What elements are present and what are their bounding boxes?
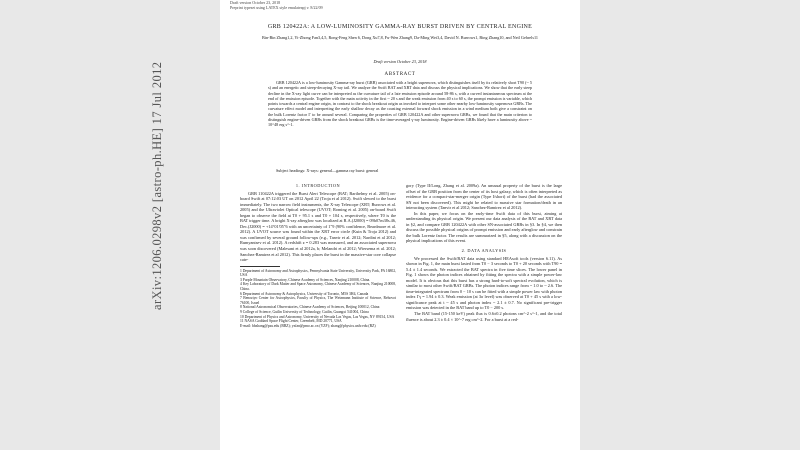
data-analysis-heading: 2. DATA ANALYSIS	[461, 248, 507, 254]
data-analysis-paragraph-2: The BAT band (15-150 keV) peak flux is 0.6±0.2 photons cm^-2 s^-1, and the total fluence is about 2.3 ± 0.4 × 10^-7 erg cm^-2. For a burst at a red-	[406, 311, 562, 322]
footnote-email: E-mail: bbzhang@psu.edu (BBZ); yzfan@pmo.ac.cn (YZF); zhang@physics.unlv.edu (BZ)	[240, 323, 376, 328]
right-column	[406, 183, 562, 322]
footnote: 4 Key Laboratory of Dark Matter and Space Astronomy, Chinese Academy of Sciences, Nanjing 210008, China.	[240, 282, 396, 292]
preprint-header	[230, 0, 323, 10]
introduction-continued: gory (Type II/Long, Zhang et al. 2009a). An unusual property of the burst is the large offset of the GRB position from the center of its host galaxy, which is often interpreted as evidence for a compact-star-merger origin (Type I/short) of the burst (had the associated SN not been discovered). This might be related to massive star formation/death in an interacting system (Tanvir et al 2012; Sanchez-Ramirez et al 2012).	[406, 183, 562, 211]
footnote: 11 NASA Goddard Space Flight Center, Greenbelt, MD 20771, USA	[240, 319, 342, 324]
draft-version: Draft version October 23, 2018	[373, 59, 427, 64]
abstract-heading: ABSTRACT	[384, 72, 416, 77]
introduction-paragraph-2: In this paper, we focus on the early-time Swift data of this burst, aiming at understanding its physical origin. We present our data analysis of the BAT and XRT data in §2, and compare GRB 120422A with other SN-associated GRBs in §3. In §4, we then discuss the possible physical origins of prompt emission and early afterglow and constrain the bulk Lorentz factor. The results are summarized in §5, along with a discussion on the physical implications of this event.	[406, 210, 562, 244]
footnote: 8 National Astronomical Observatories, Chinese Academy of Sciences, Beijing 100012, China	[240, 305, 380, 310]
data-analysis-paragraph-1: We processed the Swift/BAT data using standard HEAsoft tools (version 6.11). As shown in Fig. 1, the main burst lasted from T0 − 3 seconds to T0 + 20 seconds with T90 = 5.4 ± 1.4 seconds. We extracted the BAT spectra in five time slices. The lower panel in Fig. 1 shows the photon indices obtained by fitting the spectra with a simple power-law model. It is obvious that this burst has a strong hard-to-soft spectral evolution, which is similar to most other Swift/BAT GRBs. The photon indices range from ~ 1.0 to ~ 2.6. The time-integrated spectrum from 0 − 10 s can be fitted with a simple power law with photon index Γγ = 1.94 ± 0.3. Weak emission (at 3σ level) was observed at T0 + 45 s with a low-significance peak at t ~ 45 s and photon index ~ 2.1 ± 0.7. No significant pre-trigger emission was detected in the BAT band up to T0 − 200 s.	[406, 255, 562, 311]
footnote: 10 Department of Physics and Astronomy, University of Nevada Las Vegas, Las Vegas, NV 89154, USA	[240, 314, 395, 319]
footnote: 6 Department of Astronomy & Astrophysics, University of Toronto, M5S 3H4, Canada	[240, 291, 369, 296]
subject-headings: Subject headings: X-rays: general—gamma ray burst: general	[276, 168, 379, 173]
paper-page	[220, 0, 580, 450]
draft-line: Draft version October 23, 2018	[230, 0, 281, 5]
abstract-text: GRB 120422A is a low-luminosity Gamma-ray burst (GRB) associated with a bright supernova, which distinguishes itself by its relatively short T90 (~ 5 s) and an energetic and steep-decaying X-ray tail. We analyze the Swift BAT and XRT data and discuss the physical implications. We show that the early steep decline in the X-ray light curve can be interpreted as the curvature tail of a late emission episode around 58-86 s, with a curved instantaneous spectrum at the end of the emission episode. Together with the main activity in the first ~ 20 s and the weak emission from 40 s to 60 s, the prompt emission is variable, which points towards a central engine origin, in contrast to the shock breakout origin as invoked to interpret some other nearby low-luminosity supernova GRBs. The curvature effect model and interpreting the early shallow decay as the coasting external forward shock emission in a wind medium both give a constraint on the bulk Lorentz factor Γ to be around several. Comparing the properties of GRB 120422A and other supernova GRBs, we found that the main criterion to distinguish engine-driven GRBs from the shock breakout GRBs is the time-averaged γ-ray luminosity. Engine-driven GRBs likely have a luminosity above ~ 10^48 erg s^-1.	[268, 80, 532, 128]
author-list: Bin-Bin Zhang1,2, Yi-Zhong Fan3,4,5, Rong-Feng Shen 6, Dong Xu7,8, Fu-Wen Zhang9, Da-Ming Wei3,4, David N. Burrows1, Bing Zhang10, and Neil Gehrels11	[262, 35, 538, 40]
arxiv-identifier: arXiv:1206.0298v2 [astro-ph.HE] 17 Jul 2012	[150, 61, 164, 310]
footnote: 7 Benoziyo Center for Astrophysics, Faculty of Physics, The Weizmann Institute of Science, Rehovot 76100, Israel	[240, 296, 396, 305]
footnote: 1 Department of Astronomy and Astrophysics, Pennsylvania State University, University Park, PA 16802, USA	[240, 268, 396, 278]
introduction-heading: 1. INTRODUCTION	[295, 183, 341, 188]
footnotes	[240, 269, 396, 329]
footnote: 9 College of Science, Guilin University of Technology, Guilin, Guangxi 541004, China	[240, 310, 369, 314]
preprint-line: Preprint typeset using LATEX style emulateapj v. 8/22/09	[230, 5, 323, 10]
paper-title: GRB 120422A: A LOW-LUMINOSITY GAMMA-RAY BURST DRIVEN BY CENTRAL ENGINE	[267, 24, 533, 30]
introduction-paragraph: GRB 110422A triggered the Burst Alert Telescope (BAT; Barthelmy et al. 2005) on-board Swift at 07:12:03 UT on 2012 April 22 (Troja et al 2012). Swift slewed to the burst immediately. The two narrow field instruments, the X-ray Telescope (XRT; Burrows et al. 2005) and the Ultraviolet Optical telescope (UVOT; Roming et al. 2005) on-board Swift began to observe the field at T0 + 95.1 s and T0 + 104 s, respectively, where T0 is the BAT trigger time. A bright X-ray afterglow was localized at R.A.(J2000) = 09h07m38s.46, Dec.(J2000) = +14°01'05"6 with an uncertainty of 1"9 (90% confidence, Beardmore et al. 2012). A UVOT source was found within the XRT error circle (Kuin & Troja 2012) and was confirmed by several ground follow-ups (e.g., Tanvir et al. 2012; Nardini et al 2012; Rumyantsev et al. 2012). A redshift z = 0.283 was measured, and an associated supernova was soon discovered (Malesani et al 2012a, b; Melandri et al 2012; Wiersema et al. 2012; Sanchez-Ramirez et al 2012). This firmly places the burst in the massive-star core collapse cate-	[240, 190, 396, 263]
footnote: 3 Purple Mountain Observatory, Chinese Academy of Sciences, Nanjing 210008, China.	[240, 277, 371, 282]
left-column	[240, 183, 396, 328]
footnote-rule	[240, 266, 280, 267]
